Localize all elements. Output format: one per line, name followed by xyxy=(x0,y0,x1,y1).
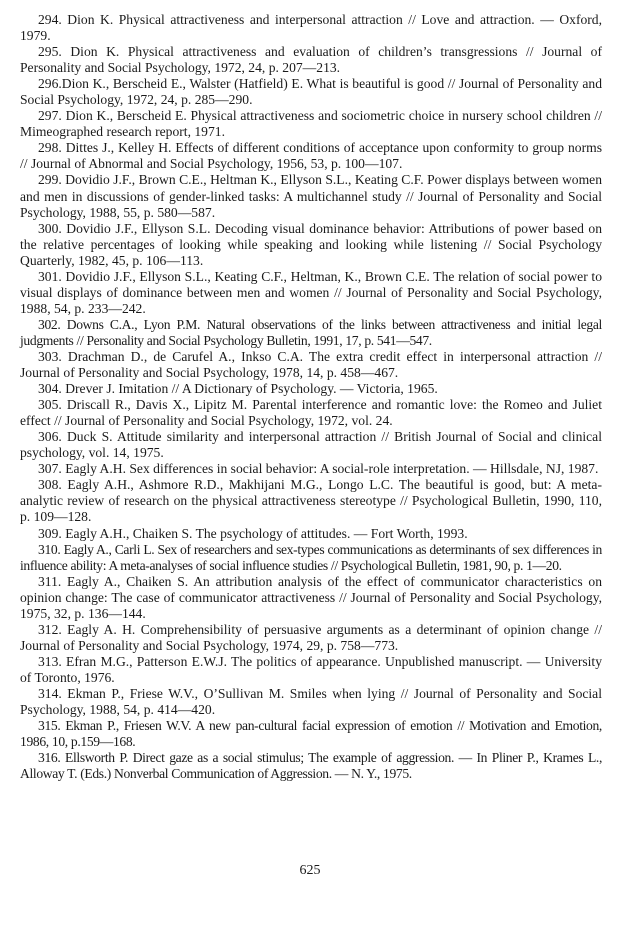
reference-item-304: 304. Drever J. Imitation // A Dictionary of Psychology. — Victoria, 1965. xyxy=(38,381,438,397)
page-number: 625 xyxy=(299,863,321,878)
reference-item-311: 311. Eagly A., Chaiken S. An attribution analysis of the effect of communicator characteristics on opinion change: The case of communicator attractiveness // Journal of Personality and Social Psychology, 1975, 32, p. 136—144. xyxy=(20,573,602,621)
reference-item-310: 310. Eagly A., Carli L. Sex of researchers and sex-types communications as determinants of sex differences in influence ability: A meta-analyses of social influence studies // Psychological Bulletin, 1981, 90, p. 1—20. xyxy=(20,541,602,573)
reference-item-300: 300. Dovidio J.F., Ellyson S.L. Decoding visual dominance behavior: Attributions of power based on the relative percentages of looking while speaking and looking while listening // Social Psychology Quarterly, 1982, 45, p. 106—113. xyxy=(20,220,602,268)
reference-item-302: 302. Downs C.A., Lyon P.M. Natural observations of the links between attractiveness and initial legal judgments // Personality and Social Psychology Bulletin, 1991, 17, p. 541—547. xyxy=(20,316,602,348)
reference-item-316: 316. Ellsworth P. Direct gaze as a social stimulus; The example of aggression. — In Pliner P., Krames L., Alloway T. (Eds.) Nonverbal Communication of Aggression. — N. Y., 1975. xyxy=(20,750,602,782)
reference-item-303: 303. Drachman D., de Carufel A., Inkso C.A. The extra credit effect in interpersonal attraction // Journal of Personality and Social Psychology, 1978, 14, p. 458—467. xyxy=(20,348,602,381)
reference-page xyxy=(20,12,602,782)
reference-item-298: 298. Dittes J., Kelley H. Effects of different conditions of acceptance upon conformity to group norms // Journal of Abnormal and Social Psychology, 1956, 53, p. 100—107. xyxy=(20,140,602,172)
reference-item-308: 308. Eagly A.H., Ashmore R.D., Makhijani M.G., Longo L.C. The beautiful is good, but: A meta-analytic review of research on the physical attractiveness stereotype // Psychological Bulletin, 1990, 110, p. 109—128. xyxy=(20,477,602,525)
reference-item-314: 314. Ekman P., Friese W.V., O’Sullivan M. Smiles when lying // Journal of Personality and Social Psychology, 1988, 54, p. 414—420. xyxy=(20,685,602,718)
reference-item-309: 309. Eagly A.H., Chaiken S. The psychology of attitudes. — Fort Worth, 1993. xyxy=(38,525,468,541)
reference-item-306: 306. Duck S. Attitude similarity and interpersonal attraction // British Journal of Social and clinical psychology, vol. 14, 1975. xyxy=(20,429,602,461)
reference-item-299: 299. Dovidio J.F., Brown C.E., Heltman K., Ellyson S.L., Keating C.F. Power displays between women and men in discussions of gender-linked tasks: A multichannel study // Journal of Personality and Social Psychology, 1988, 55, p. 580—587. xyxy=(20,172,602,220)
reference-item-313: 313. Efran M.G., Patterson E.W.J. The politics of appearance. Unpublished manuscript. — University of Toronto, 1976. xyxy=(20,653,602,685)
reference-list xyxy=(20,12,602,782)
reference-item-305: 305. Driscall R., Davis X., Lipitz M. Parental interference and romantic love: the Romeo and Juliet effect // Journal of Personality and Social Psychology, 1972, vol. 24. xyxy=(20,397,602,429)
reference-item-315: 315. Ekman P., Friesen W.V. A new pan-cultural facial expression of emotion // Motivation and Emotion, 1986, 10, p.159—168. xyxy=(20,718,602,750)
reference-item-295: 295. Dion K. Physical attractiveness and evaluation of children’s transgressions // Journal of Personality and Social Psychology, 1972, 24, p. 207—213. xyxy=(20,44,602,76)
reference-item-296: 296.Dion K., Berscheid E., Walster (Hatfield) E. What is beautiful is good // Journal of Personality and Social Psychology, 1972, 24, p. 285—290. xyxy=(20,76,602,108)
reference-item-307: 307. Eagly A.H. Sex differences in social behavior: A social-role interpretation. — Hillsdale, NJ, 1987. xyxy=(38,461,599,477)
reference-item-294: 294. Dion K. Physical attractiveness and interpersonal attraction // Love and attraction. — Oxford, 1979. xyxy=(20,12,602,44)
reference-item-312: 312. Eagly A. H. Comprehensibility of persuasive arguments as a determinant of opinion change // Journal of Personality and Social Psychology, 1974, 29, p. 758—773. xyxy=(20,621,602,653)
reference-item-301: 301. Dovidio J.F., Ellyson S.L., Keating C.F., Heltman, K., Brown C.E. The relation of social power to visual displays of dominance between men and women // Journal of Personality and Social Psychology, 1988, 54, p. 233—242. xyxy=(20,268,602,316)
reference-item-297: 297. Dion K., Berscheid E. Physical attractiveness and sociometric choice in nursery school children // Mimeographed research report, 1971. xyxy=(20,108,602,140)
